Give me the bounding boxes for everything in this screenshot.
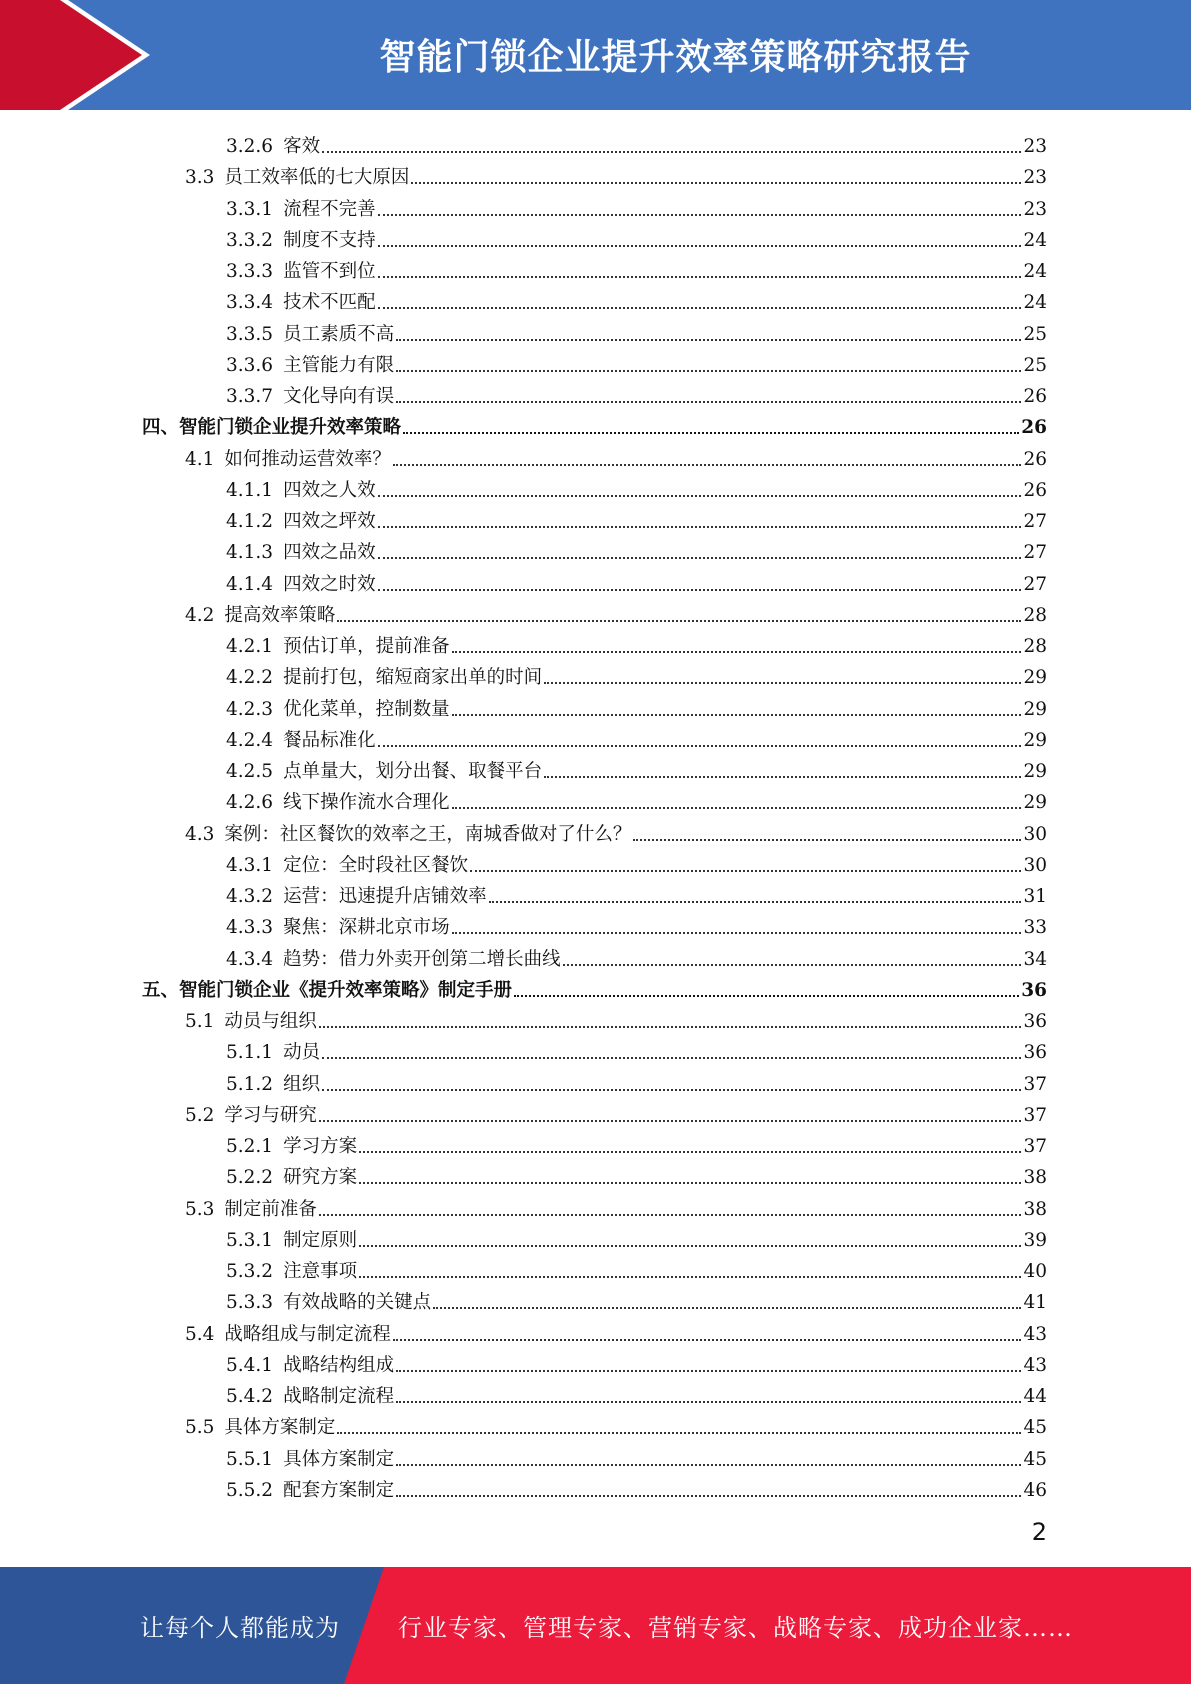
toc-entry-number: 4.1.3	[226, 542, 274, 564]
toc-entry[interactable]	[226, 533, 1047, 564]
toc-entry-page: 24	[1023, 261, 1047, 282]
toc-entry-title: 学习与研究	[224, 1104, 317, 1126]
toc-entry-title: 预估订单，提前准备	[283, 636, 450, 657]
toc-entry-number: 4.1.2	[226, 511, 274, 532]
toc-entry-page: 31	[1023, 886, 1047, 907]
toc-entry-title: 流程不完善	[283, 198, 376, 220]
toc-entry-title: 主管能力有限	[283, 354, 395, 376]
toc-entry[interactable]	[142, 408, 1047, 439]
toc-entry-title: 案例：社区餐饮的效率之王，南城香做对了什么？	[224, 823, 632, 845]
toc-dot-leader	[378, 245, 1022, 247]
toc-entry-number: 5.4.1	[226, 1354, 274, 1376]
toc-entry[interactable]	[226, 283, 1047, 314]
page-footer	[0, 1567, 1191, 1684]
toc-entry-number: 5.1.2	[226, 1073, 274, 1095]
toc-entry-page: 37	[1023, 1073, 1047, 1095]
toc-entry-page: 27	[1023, 511, 1047, 532]
toc-entry-number: 5.1.1	[226, 1042, 274, 1064]
toc-entry-title: 监管不到位	[283, 261, 376, 282]
toc-entry[interactable]	[226, 1252, 1047, 1283]
toc-entry[interactable]	[185, 596, 1047, 627]
toc-entry-page: 44	[1023, 1386, 1047, 1407]
toc-entry-page: 27	[1023, 542, 1047, 564]
toc-entry-title: 客效	[283, 136, 321, 157]
toc-entry-title: 文化导向有误	[283, 386, 395, 407]
toc-dot-leader	[470, 870, 1021, 872]
toc-dot-leader	[322, 1057, 1021, 1059]
toc-entry[interactable]	[226, 127, 1047, 158]
toc-entry-number: 5.1	[185, 1011, 215, 1032]
toc-dot-leader	[452, 714, 1022, 716]
toc-entry-number: 4.3	[185, 823, 215, 845]
toc-entry-page: 29	[1023, 698, 1047, 720]
toc-entry[interactable]	[226, 908, 1047, 939]
toc-entry-title: 员工效率低的七大原因	[224, 167, 410, 189]
toc-dot-leader	[563, 964, 1022, 966]
page-number: 2	[1031, 1518, 1047, 1546]
toc-entry-page: 45	[1023, 1417, 1047, 1439]
toc-dot-leader	[544, 776, 1021, 778]
toc-entry-page: 45	[1023, 1448, 1047, 1470]
toc-entry-title: 组织	[283, 1073, 321, 1095]
toc-entry-number: 4.3.3	[226, 917, 274, 939]
toc-dot-leader	[633, 839, 1021, 841]
toc-entry-page: 37	[1023, 1104, 1047, 1126]
toc-entry[interactable]	[226, 471, 1047, 502]
toc-entry-number: 4.1.4	[226, 573, 274, 595]
toc-entry[interactable]	[226, 877, 1047, 908]
toc-dot-leader	[359, 1182, 1021, 1184]
toc-entry-title: 配套方案制定	[283, 1479, 395, 1501]
toc-entry-page: 24	[1023, 292, 1047, 314]
toc-entry[interactable]	[226, 315, 1047, 346]
toc-entry-page: 30	[1023, 823, 1047, 845]
toc-entry-title: 具体方案制定	[283, 1448, 395, 1470]
toc-entry[interactable]	[226, 1377, 1047, 1408]
toc-entry-page: 38	[1023, 1167, 1047, 1189]
toc-entry-title: 学习方案	[283, 1136, 358, 1157]
toc-entry-title: 动员与组织	[224, 1011, 317, 1032]
toc-entry-title: 技术不匹配	[283, 292, 376, 314]
toc-entry[interactable]	[226, 1158, 1047, 1189]
toc-entry-number: 4.3.4	[226, 948, 274, 970]
header-chevron-graphic	[0, 0, 160, 110]
toc-entry[interactable]	[226, 1033, 1047, 1064]
toc-entry-title: 战略结构组成	[283, 1354, 395, 1376]
toc-entry-title: 餐品标准化	[283, 729, 376, 751]
toc-dot-leader	[337, 620, 1021, 622]
toc-dot-leader	[396, 401, 1021, 403]
toc-dot-leader	[359, 1151, 1021, 1153]
toc-entry-title: 制度不支持	[283, 229, 376, 251]
toc-entry[interactable]	[226, 752, 1047, 783]
toc-dot-leader	[393, 1339, 1022, 1341]
toc-entry-title: 线下操作流水合理化	[283, 792, 450, 814]
toc-entry-page: 26	[1023, 386, 1047, 407]
toc-entry-number: 4.2.1	[226, 636, 274, 657]
toc-entry-title: 定位：全时段社区餐饮	[283, 854, 469, 876]
footer-slogan-right: 行业专家、管理专家、营销专家、战略专家、成功企业家……	[398, 1614, 1073, 1642]
toc-entry-page: 29	[1023, 667, 1047, 689]
toc-entry-page: 25	[1023, 323, 1047, 345]
toc-dot-leader	[514, 995, 1019, 997]
toc-entry-number: 4.2.4	[226, 729, 274, 751]
toc-entry-page: 24	[1023, 229, 1047, 251]
toc-dot-leader	[378, 745, 1022, 747]
toc-dot-leader	[396, 1464, 1021, 1466]
toc-entry-title: 研究方案	[283, 1167, 358, 1189]
toc-dot-leader	[378, 526, 1022, 528]
toc-entry[interactable]	[226, 783, 1047, 814]
toc-entry[interactable]	[226, 346, 1047, 377]
toc-dot-leader	[452, 651, 1022, 653]
toc-entry[interactable]	[226, 1065, 1047, 1096]
toc-entry-title: 点单量大，划分出餐、取餐平台	[283, 761, 543, 782]
toc-entry[interactable]	[226, 377, 1047, 408]
toc-entry[interactable]	[226, 690, 1047, 721]
toc-entry[interactable]	[226, 721, 1047, 752]
toc-entry-number: 4.3.1	[226, 854, 274, 876]
toc-dot-leader	[378, 276, 1022, 278]
toc-entry-number: 5.5.1	[226, 1448, 274, 1470]
toc-dot-leader	[322, 1089, 1021, 1091]
toc-dot-leader	[396, 1495, 1021, 1497]
toc-entry[interactable]	[226, 846, 1047, 877]
toc-entry-page: 37	[1023, 1136, 1047, 1157]
toc-dot-leader	[396, 1370, 1021, 1372]
toc-entry-number: 5.2.1	[226, 1136, 274, 1157]
toc-entry-number: 4.2	[185, 604, 215, 626]
toc-dot-leader	[396, 1401, 1021, 1403]
toc-entry-title: 五、智能门锁企业《提升效率策略》制定手册	[142, 979, 513, 1001]
toc-entry-page: 43	[1023, 1354, 1047, 1376]
toc-entry-number: 5.3.1	[226, 1229, 274, 1251]
toc-entry-title: 四、智能门锁企业提升效率策略	[142, 417, 402, 439]
toc-dot-leader	[433, 1307, 1021, 1309]
toc-dot-leader	[544, 682, 1021, 684]
toc-dot-leader	[337, 1432, 1021, 1434]
toc-entry[interactable]	[185, 1315, 1047, 1346]
toc-entry[interactable]	[185, 1408, 1047, 1439]
toc-dot-leader	[319, 1026, 1022, 1028]
toc-entry-number: 3.2.6	[226, 136, 274, 157]
toc-entry-number: 3.3.4	[226, 292, 274, 314]
toc-entry-number: 5.5	[185, 1417, 215, 1439]
toc-entry[interactable]	[185, 158, 1047, 189]
toc-entry[interactable]	[226, 1127, 1047, 1158]
toc-entry-number: 4.2.6	[226, 792, 274, 814]
toc-entry-page: 34	[1023, 948, 1047, 970]
document-title: 智能门锁企业提升效率策略研究报告	[379, 36, 972, 78]
toc-entry-number: 5.2	[185, 1104, 215, 1126]
toc-entry-title: 战略制定流程	[283, 1386, 395, 1407]
toc-entry-title: 提前打包，缩短商家出单的时间	[283, 667, 543, 689]
toc-entry[interactable]	[226, 252, 1047, 283]
toc-entry-page: 29	[1023, 729, 1047, 751]
toc-entry-title: 动员	[283, 1042, 321, 1064]
toc-entry[interactable]	[226, 940, 1047, 971]
toc-dot-leader	[319, 1120, 1022, 1122]
toc-entry-page: 28	[1023, 636, 1047, 657]
toc-entry-title: 战略组成与制定流程	[224, 1323, 391, 1345]
toc-dot-leader	[378, 589, 1022, 591]
toc-entry-page: 29	[1023, 792, 1047, 814]
toc-entry-number: 5.5.2	[226, 1479, 274, 1501]
toc-entry-title: 趋势：借力外卖开创第二增长曲线	[283, 948, 561, 970]
toc-entry-title: 注意事项	[283, 1261, 358, 1282]
toc-dot-leader	[378, 557, 1022, 559]
toc-entry[interactable]	[185, 815, 1047, 846]
toc-dot-leader	[396, 370, 1021, 372]
toc-entry[interactable]	[226, 1221, 1047, 1252]
toc-entry-number: 3.3.5	[226, 323, 274, 345]
toc-dot-leader	[411, 182, 1021, 184]
toc-dot-leader	[359, 1276, 1021, 1278]
toc-entry-page: 39	[1023, 1229, 1047, 1251]
toc-entry-number: 4.2.3	[226, 698, 274, 720]
toc-entry-title: 具体方案制定	[224, 1417, 336, 1439]
toc-entry-number: 4.1.1	[226, 479, 274, 501]
toc-dot-leader	[403, 432, 1019, 434]
toc-entry-title: 制定原则	[283, 1229, 358, 1251]
page-header	[0, 0, 1191, 110]
toc-entry-title: 四效之时效	[283, 573, 376, 595]
toc-entry-number: 4.1	[185, 448, 215, 470]
toc-entry-number: 3.3.3	[226, 261, 274, 282]
toc-entry-page: 25	[1023, 354, 1047, 376]
toc-dot-leader	[378, 214, 1022, 216]
toc-entry-number: 5.3	[185, 1198, 215, 1220]
toc-entry-page: 26	[1023, 448, 1047, 470]
toc-entry-number: 5.3.3	[226, 1292, 274, 1314]
toc-entry-page: 27	[1023, 573, 1047, 595]
toc-dot-leader	[452, 932, 1022, 934]
toc-entry-title: 四效之人效	[283, 479, 376, 501]
toc-entry-page: 40	[1023, 1261, 1047, 1282]
toc-entry-title: 有效战略的关键点	[283, 1292, 432, 1314]
toc-entry-page: 36	[1023, 1011, 1047, 1032]
toc-entry-page: 30	[1023, 854, 1047, 876]
toc-entry[interactable]	[185, 1096, 1047, 1127]
toc-entry-number: 5.4.2	[226, 1386, 274, 1407]
toc-dot-leader	[396, 339, 1021, 341]
toc-entry-title: 运营：迅速提升店铺效率	[283, 886, 487, 907]
toc-entry-title: 提高效率策略	[224, 604, 336, 626]
footer-slogan-left: 让每个人都能成为	[140, 1614, 340, 1642]
toc-entry-page: 26	[1023, 479, 1047, 501]
toc-entry-number: 3.3	[185, 167, 215, 189]
toc-entry[interactable]	[142, 971, 1047, 1002]
toc-entry-page: 41	[1023, 1292, 1047, 1314]
toc-entry-title: 制定前准备	[224, 1198, 317, 1220]
toc-entry-page: 23	[1023, 136, 1047, 157]
toc-entry-title: 如何推动运营效率？	[224, 448, 391, 470]
toc-entry-number: 3.3.6	[226, 354, 274, 376]
toc-entry-page: 36	[1023, 1042, 1047, 1064]
toc-entry-page: 46	[1023, 1479, 1047, 1501]
toc-dot-leader	[378, 307, 1022, 309]
toc-entry-number: 3.3.1	[226, 198, 274, 220]
toc-entry[interactable]	[226, 1471, 1047, 1502]
toc-entry-page: 26	[1021, 417, 1047, 439]
toc-entry-number: 3.3.7	[226, 386, 274, 407]
toc-entry-number: 5.2.2	[226, 1167, 274, 1189]
toc-dot-leader	[452, 807, 1022, 809]
toc-entry[interactable]	[226, 1283, 1047, 1314]
toc-entry-number: 3.3.2	[226, 229, 274, 251]
toc-entry[interactable]	[185, 1190, 1047, 1221]
toc-entry[interactable]	[185, 1002, 1047, 1033]
toc-entry-number: 4.2.5	[226, 761, 274, 782]
toc-entry[interactable]	[226, 658, 1047, 689]
toc-entry-page: 23	[1023, 198, 1047, 220]
toc-entry[interactable]	[226, 627, 1047, 658]
toc-entry-title: 优化菜单，控制数量	[283, 698, 450, 720]
toc-entry-number: 4.2.2	[226, 667, 274, 689]
toc-entry-page: 43	[1023, 1323, 1047, 1345]
toc-dot-leader	[489, 901, 1022, 903]
toc-entry-page: 23	[1023, 167, 1047, 189]
toc-entry-page: 29	[1023, 761, 1047, 782]
toc-entry[interactable]	[226, 1440, 1047, 1471]
toc-dot-leader	[322, 151, 1021, 153]
toc-entry[interactable]	[226, 190, 1047, 221]
toc-dot-leader	[378, 495, 1022, 497]
toc-entry[interactable]	[185, 440, 1047, 471]
toc-entry-page: 33	[1023, 917, 1047, 939]
toc-entry-number: 4.3.2	[226, 886, 274, 907]
toc-entry-number: 5.3.2	[226, 1261, 274, 1282]
toc-entry-title: 四效之坪效	[283, 511, 376, 532]
toc-entry-page: 36	[1021, 979, 1047, 1001]
toc-entry[interactable]	[226, 565, 1047, 596]
toc-entry[interactable]	[226, 221, 1047, 252]
toc-entry[interactable]	[226, 1346, 1047, 1377]
toc-entry-title: 员工素质不高	[283, 323, 395, 345]
toc-entry[interactable]	[226, 502, 1047, 533]
toc-dot-leader	[359, 1245, 1021, 1247]
toc-entry-page: 38	[1023, 1198, 1047, 1220]
toc-dot-leader	[319, 1214, 1022, 1216]
toc-entry-title: 聚焦：深耕北京市场	[283, 917, 450, 939]
toc-dot-leader	[393, 464, 1022, 466]
toc-entry-page: 28	[1023, 604, 1047, 626]
toc-entry-title: 四效之品效	[283, 542, 376, 564]
toc-entry-number: 5.4	[185, 1323, 215, 1345]
